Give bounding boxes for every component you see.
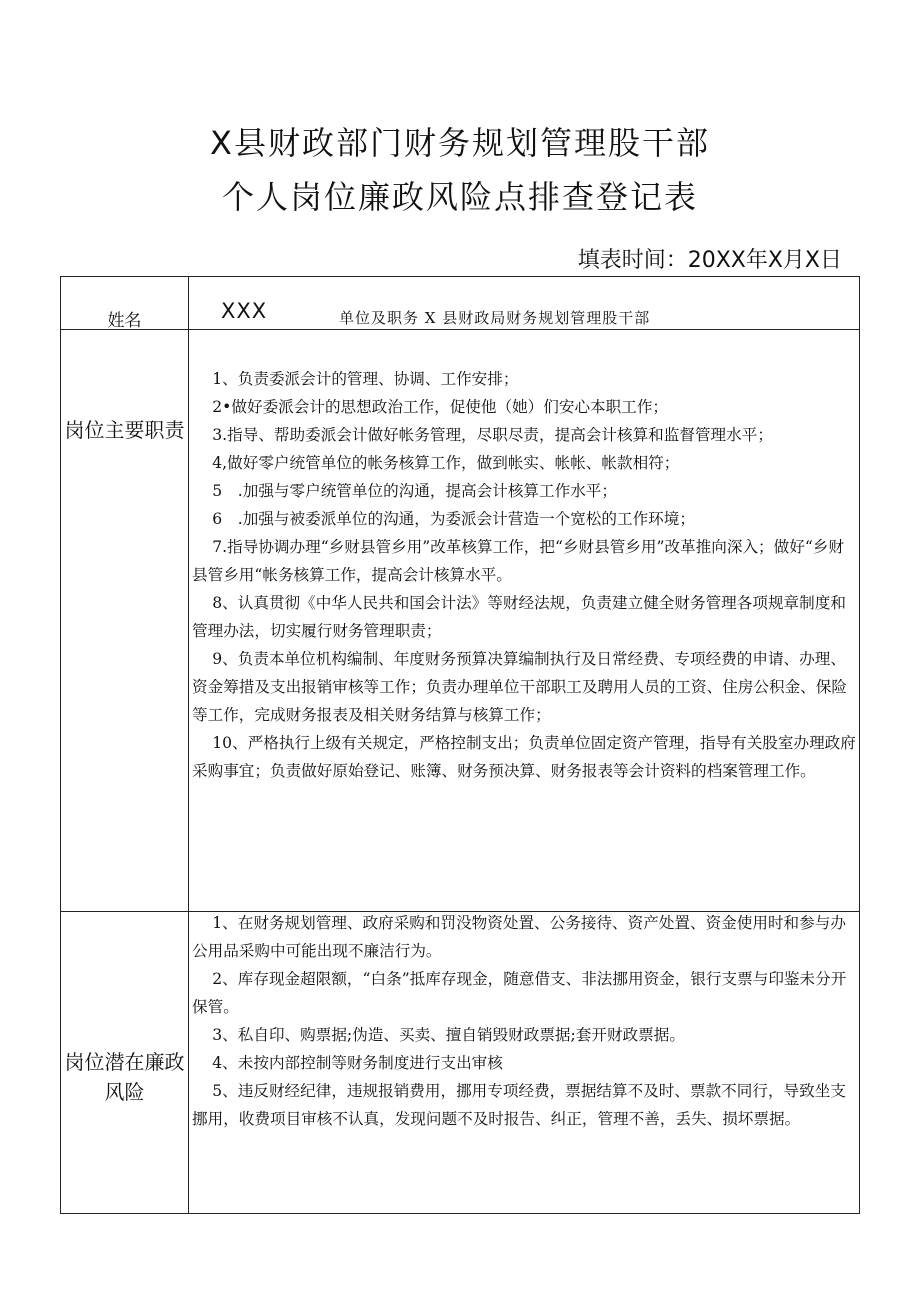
risk-item: 4、未按内部控制等财务制度进行支出审核 [212,1054,503,1072]
duty-item: 2•做好委派会计的思想政治工作，促使他（她）们安心本职工作； [212,398,669,416]
risks-label: 岗位潜在廉政风险 [64,1050,185,1104]
duties-label: 岗位主要职责 [64,418,185,442]
duty-item: 4,做好零户统管单位的帐务核算工作，做到帐实、帐帐、帐款相符； [212,454,680,472]
duty-item: 10、严格执行上级有关规定，严格控制支出；负责单位固定资产管理，指导有关股室办理政府采购事宜；负责做好原始登记、账簿、财务预决算、财务报表等会计资料的档案管理工作。 [192,734,856,780]
risks-list [192,909,856,1133]
risk-item: 3、私自印、购票据;伪造、买卖、擅自销毁财政票据;套开财政票据。 [212,1026,685,1044]
column-divider [188,277,189,1213]
name-value: XXX [221,299,268,323]
duty-item: 6 .加强与被委派单位的沟通，为委派会计营造一个宽松的工作环境； [212,510,695,528]
register-form [60,276,860,1214]
risk-item: 1、在财务规划管理、政府采购和罚没物资处置、公务接待、资产处置、资金使用时和参与办公用品采购中可能出现不廉洁行为。 [192,914,846,960]
duty-item: 8、认真贯彻《中华人民共和国会计法》等财经法规，负责建立健全财务管理各项规章制度和管理办法，切实履行财务管理职责； [192,594,846,640]
duties-list [192,365,856,785]
duty-item: 7.指导协调办理“乡财县管乡用”改革核算工作，把“乡财县管乡用”改革推向深入；做好“乡财县管乡用“帐务核算工作，提高会计核算水平。 [192,538,844,584]
duty-item: 9、负责本单位机构编制、年度财务预算决算编制执行及日常经费、专项经费的申请、办理、资金筹措及支出报销审核等工作；负责办理单位干部职工及聘用人员的工资、住房公积金、保险等工作，完成财务报表及相关财务结算与核算工作； [192,650,847,724]
duty-item: 1、负责委派会计的管理、协调、工作安排； [212,370,519,388]
risk-item: 5、违反财经纪律，违规报销费用，挪用专项经费，票据结算不及时、票款不同行，导致坐支挪用，收费项目审核不认真，发现问题不及时报告、纠正，管理不善，丢失、损坏票据。 [192,1082,846,1128]
page-subtitle: 个人岗位廉政风险点排查登记表 [221,178,698,216]
unit-position: 单位及职务 X 县财政局财务规划管理股干部 [339,309,651,327]
duty-item: 3.指导、帮助委派会计做好帐务管理，尽职尽责，提高会计核算和监督管理水平； [212,426,773,444]
name-label: 姓名 [107,311,142,331]
fill-date: 填表时间：20XX年X月X日 [577,248,842,273]
duty-item: 5 .加强与零户统管单位的沟通，提高会计核算工作水平； [212,482,617,500]
risk-item: 2、库存现金超限额，“白条”抵库存现金，随意借支、非法挪用资金，银行支票与印鉴未分开保管。 [192,970,847,1016]
page-title: X县财政部门财务规划管理股干部 [210,124,710,162]
